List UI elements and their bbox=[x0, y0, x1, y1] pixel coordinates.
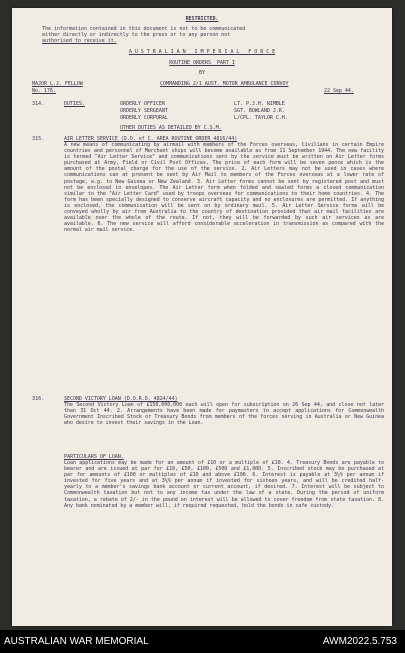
restricted-heading: RESTRICTED. bbox=[185, 16, 219, 22]
other-duties: OTHER DUTIES AS DETAILED BY C.S.M. bbox=[120, 125, 222, 131]
footer-bar bbox=[0, 630, 405, 653]
duty-role-2: ORDERLY SERGEANT bbox=[120, 108, 168, 114]
orders-title: ROUTINE ORDERS PART I bbox=[169, 60, 235, 66]
by-label: BY bbox=[199, 70, 205, 76]
loan-number: 316. bbox=[32, 396, 45, 402]
loan-particulars-heading: PARTICULARS OF LOAN. bbox=[64, 454, 124, 460]
force-title: A U S T R A L I A N I M P E R I A L F O R C E bbox=[128, 49, 276, 55]
duties-number: 314. bbox=[32, 101, 44, 107]
air-number: 315. bbox=[32, 136, 45, 142]
duty-name-1: LT. P.J.H. NIMBLE bbox=[234, 101, 285, 107]
accession-number: AWM2022.5.753 bbox=[322, 636, 397, 647]
institution-label: AUSTRALIAN WAR MEMORIAL bbox=[4, 636, 149, 647]
officer-name: MAJOR L.J. FELLOW bbox=[32, 81, 83, 87]
order-number: No. 176. bbox=[32, 88, 56, 94]
duties-title: DUTIES. bbox=[64, 101, 85, 107]
officer-command: COMMANDING 2/1 AUST. MOTOR AMBULANCE CONVOY bbox=[160, 81, 289, 87]
order-date: 22 Sep 44. bbox=[324, 88, 354, 94]
loan-title: SECOND VICTORY LOAN (D.O.R.O. 4824/44) bbox=[64, 396, 178, 402]
notice-line-1: The information contained in this document is not to be communicated bbox=[42, 26, 246, 32]
duty-name-2: SGT. BOWLAND J.R. bbox=[234, 108, 285, 114]
duty-role-1: ORDERLY OFFICER bbox=[120, 101, 165, 107]
air-title: AIR LETTER SERVICE (D.O. of C. AREA ROUTINE ORDER 4816/44) bbox=[64, 136, 238, 142]
air-body: A new means of communicating by airmail with members of the Forces overseas, Civilians in certain Empire countries and personnel of Merchant ships will become available as from 11 September 1944. The new facility is termed "Air Letter Service" and communications sent by the service must be written on Air Letter forms purchased at Army, Field or Civil Post Offices. The price of each form will be seven pence which is the amount of the postal charge for the use of the service. 2. Air Letters may not be used in cases where communications can at present be sent by Air Mail to members of the Forces overseas at a lower rate of postage, e.g. to New Guinea or New Zealand. 3. Air Letter forms cannot be sent by registered post and must not be enclosed in envelopes. The Air Letter form when folded and sealed forms a closed communication similar to the "Air Letter Card" used by troops overseas for communications to their home countries. 4. The form has been specially designed to conserve aircraft capacity and no enclosures are permitted. If anything is enclosed, the communication will be sent on by ordinary mail. 5. Air Letter Service forms will be conveyed wholly by air from Australia to the country of destination provided that air mail facilities are available over the whole of the route. If not, they will be forwarded by such air services as are available. 6. The new service will afford considerable acceleration in transmission as compared with the normal air mail service. bbox=[64, 142, 384, 234]
duty-role-3: ORDERLY CORPORAL bbox=[120, 115, 168, 121]
duty-name-3: L/CPL. TAYLOR C.H. bbox=[234, 115, 288, 121]
loan-body-2: Loan applications may be made for an amount of £10 or a multiple of £10. 4. Treasury Bonds are payable to bearer and are issued at par for £10, £50, £100, £500 and £1,000. 5. Inscribed stock may be purchased at par for amounts of £100 or multiples of £10 and above £100. 6. Interest is payable at 3¼% per annum if invested for five years and at 3¼% per annum if invested for sixteen years, and will be credited half-yearly to a member's savings bank account or current account, if desired. 7. Interest will be subject to Commonwealth taxation but not to any income tax under the law of a state. During the period of uniform taxation, a rebate of 2/- in the pound on interest will be allowed to cover freedom from state taxation. 8. Any bank nominated by a member will, if required requested, hold the bonds in safe custody. bbox=[64, 460, 384, 509]
document-page bbox=[12, 8, 392, 626]
loan-body-1: The Second Victory Loan of £150,000,000 each will open for subscription on 26 Sep 44, and close not later than 31 Oct 44. 2. Arrangements have been made for paymasters to accept applications for Commonwealth Government Inscribed Stock or Treasury Bonds from members of the forces serving in Australia or New Guinea who desire to invest their savings in the Loan. bbox=[64, 402, 384, 427]
notice-line-2: either directly or indirectly to the press or to any person not bbox=[42, 32, 231, 38]
notice-line-3: authorised to receive it. bbox=[42, 38, 117, 44]
